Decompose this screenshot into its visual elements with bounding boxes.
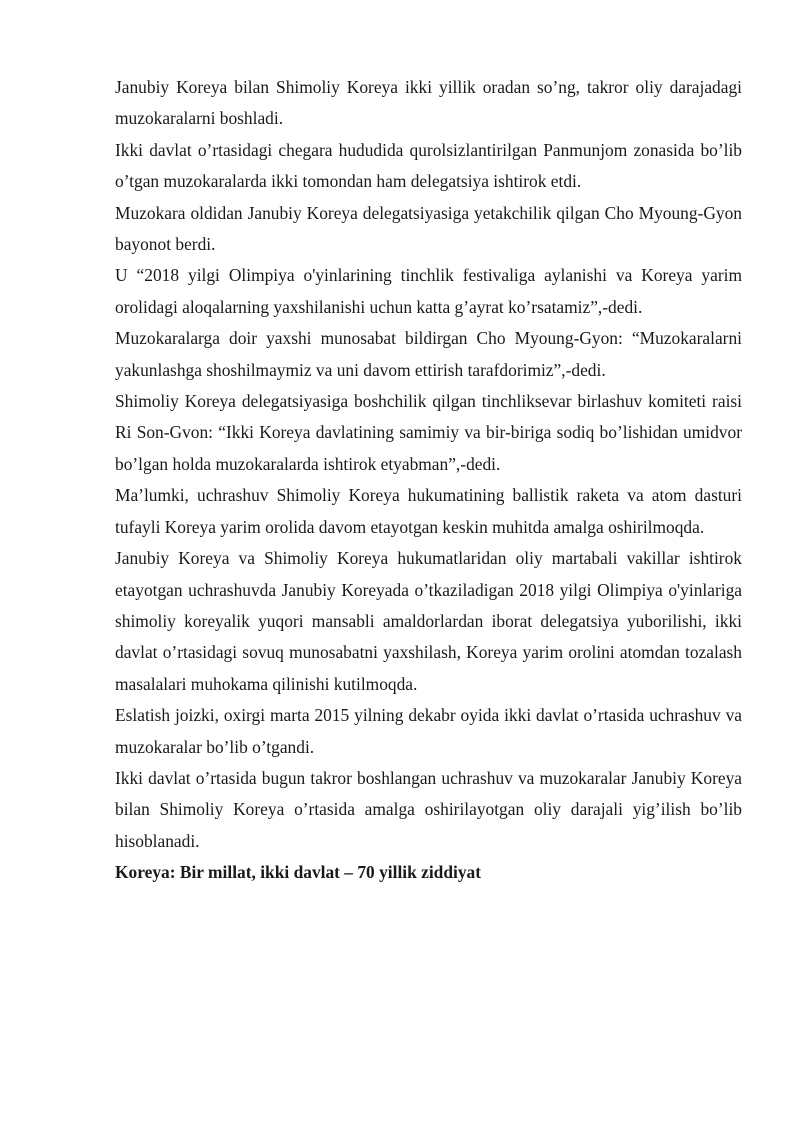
paragraph-talks-resumed: Janubiy Koreya bilan Shimoliy Koreya ikki yillik oradan so’ng, takror oliy darajadagi muzokaralarni boshladi. bbox=[115, 77, 742, 129]
paragraph-context: Ma’lumki, uchrashuv Shimoliy Koreya hukumatining ballistik raketa va atom dasturi tufayli Koreya yarim orolida davom etayotgan keskin muhitda amalga oshirilmoqda. bbox=[115, 485, 742, 537]
paragraph-cho-quote: Muzokaralarga doir yaxshi munosabat bildirgan Cho Myoung-Gyon: “Muzokaralarni yakunlashga shoshilmaymiz va uni davom ettirish tarafdorimiz”,-dedi. bbox=[115, 328, 742, 380]
paragraph-summary: Ikki davlat o’rtasida bugun takror boshlangan uchrashuv va muzokaralar Janubiy Koreya bilan Shimoliy Koreya o’rtasida amalga oshirilayotgan oliy darajali yig’ilish bo’lib hisoblanadi. bbox=[115, 767, 742, 851]
paragraph-ri-son-gvon-quote: Shimoliy Koreya delegatsiyasiga boshchilik qilgan tinchliksevar birlashuv komiteti raisi Ri Son-Gvon: “Ikki Koreya davlatining samimiy va bir-biriga sodiq bo’lishidan umidvor bo’lgan holda muzokaralarda ishtirok etyabman”,-dedi. bbox=[115, 391, 742, 474]
paragraph-agenda: Janubiy Koreya va Shimoliy Koreya hukumatlaridan oliy martabali vakillar ishtirok etayotgan uchrashuvda Janubiy Koreyada o’tkaziladigan 2018 yilgi Olimpiya o'yinlariga shimoliy koreyalik yuqori mansabli amaldorlardan iborat delegatsiya yuborilishi, ikki davlat o’rtasidagi sovuq munosabatni yaxshilash, Koreya yarim orolini atomdan tozalash masalalari muhokama qilinishi kutilmoqda. bbox=[115, 548, 742, 694]
paragraph-panmunjom: Ikki davlat o’rtasidagi chegara hududida qurolsizlantirilgan Panmunjom zonasida bo’lib o’tgan muzokaralarda ikki tomondan ham delegatsiya ishtirok etdi. bbox=[115, 139, 742, 192]
paragraph-cho-statement: Muzokara oldidan Janubiy Koreya delegatsiyasiga yetakchilik qilgan Cho Myoung-Gyon bayonot berdi. bbox=[115, 202, 742, 255]
document-page bbox=[115, 72, 742, 889]
section-heading: Koreya: Bir millat, ikki davlat – 70 yillik ziddiyat bbox=[115, 862, 482, 883]
paragraph-olympics-quote: U “2018 yilgi Olimpiya o'yinlarining tinchlik festivaliga aylanishi va Koreya yarim orolidagi aloqalarning yaxshilanishi uchun katta g’ayrat ko’rsatamiz”,-dedi. bbox=[115, 265, 742, 317]
paragraph-last-meeting: Eslatish joizki, oxirgi marta 2015 yilning dekabr oyida ikki davlat o’rtasida uchrashuv va muzokaralar bo’lib o’tgandi. bbox=[115, 705, 742, 757]
